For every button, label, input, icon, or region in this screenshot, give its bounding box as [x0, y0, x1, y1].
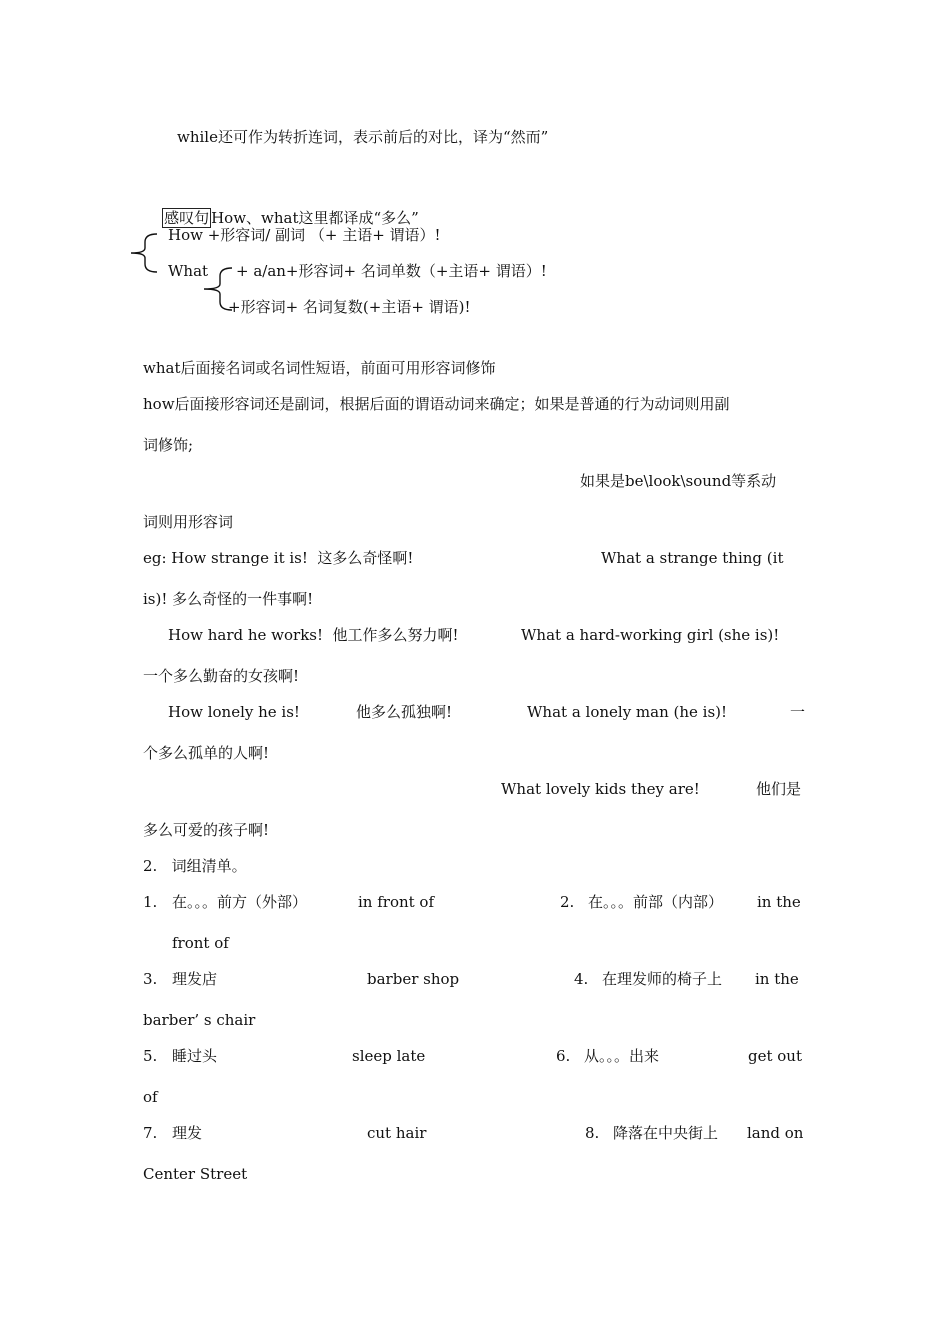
phrase-4-en-line1: in the — [755, 970, 799, 988]
example-3-cont: 个多么孤单的人啊! — [143, 744, 270, 762]
phrase-5-num: 5. — [143, 1047, 158, 1065]
what-label: What — [168, 262, 209, 280]
example-4-what: What lovely kids they are! — [501, 780, 700, 798]
example-2-how: How hard he works! 他工作多么努力啊! — [168, 626, 459, 644]
phrase-3-cn: 理发店 — [172, 970, 218, 988]
example-3-how: How lonely he is! — [168, 703, 300, 721]
what-pattern-1: + a/an+形容词+ 名词单数（+主语+ 谓语）! — [236, 262, 547, 280]
phrase-3-num: 3. — [143, 970, 158, 988]
phrase-8-en-line1: land on — [747, 1124, 804, 1142]
how-followed-4: 词则用形容词 — [143, 513, 234, 531]
phrase-8-en-line2: Center Street — [143, 1165, 248, 1183]
phrase-1-cn: 在。。。前方（外部） — [172, 893, 308, 911]
phrase-2-en-line2: front of — [172, 934, 229, 952]
how-followed-1: how后面接形容词还是副词，根据后面的谓语动词来确定；如果是普通的行为动词则用副 — [143, 395, 730, 413]
example-2-cont: 一个多么勤奋的女孩啊! — [143, 667, 300, 685]
outer-brace-icon — [127, 230, 163, 276]
phrase-6-cn: 从。。。出来 — [584, 1047, 660, 1065]
how-pattern: How +形容词/ 副词 （+ 主语+ 谓语）! — [168, 226, 441, 244]
phrase-1-en: in front of — [358, 893, 435, 911]
phrase-2-cn: 在。。。前部（内部） — [588, 893, 724, 911]
while-note: while还可作为转折连词，表示前后的对比，译为“然而” — [177, 128, 549, 146]
phrase-7-num: 7. — [143, 1124, 158, 1142]
example-3-how-cn: 他多么孤独啊! — [356, 703, 453, 721]
how-followed-3: 如果是be\look\sound等系动 — [580, 472, 777, 490]
phrase-7-en: cut hair — [367, 1124, 427, 1142]
example-2-what: What a hard-working girl (she is)! — [521, 626, 780, 644]
phrase-2-en-line1: in the — [757, 893, 801, 911]
phrase-6-num: 6. — [556, 1047, 571, 1065]
example-4-cont: 多么可爱的孩子啊! — [143, 821, 270, 839]
phrase-6-en-line2: of — [143, 1088, 158, 1106]
example-1-cont: is)! 多么奇怪的一件事啊! — [143, 590, 314, 608]
phrase-8-num: 8. — [585, 1124, 600, 1142]
phrase-4-num: 4. — [574, 970, 589, 988]
section-2-heading: 2. 词组清单。 — [143, 857, 247, 875]
example-3-what: What a lonely man (he is)! — [527, 703, 728, 721]
phrase-4-cn: 在理发师的椅子上 — [602, 970, 723, 988]
example-1-how: eg: How strange it is! 这多么奇怪啊! — [143, 549, 414, 567]
example-1-what: What a strange thing (it — [601, 549, 784, 567]
phrase-5-cn: 睡过头 — [172, 1047, 218, 1065]
example-3-what-cn-start: 一 — [790, 703, 806, 721]
exclamation-label: 感叹句 — [164, 209, 210, 227]
phrase-4-en-line2: barber’ s chair — [143, 1011, 256, 1029]
phrase-6-en-line1: get out — [748, 1047, 802, 1065]
phrase-2-num: 2. — [560, 893, 575, 911]
exclamation-intro: How、what这里都译成“多么” — [211, 209, 419, 227]
phrase-7-cn: 理发 — [172, 1124, 203, 1142]
how-followed-2: 词修饰; — [143, 436, 194, 454]
phrase-3-en: barber shop — [367, 970, 460, 988]
example-4-what-cn-start: 他们是 — [756, 780, 802, 798]
phrase-8-cn: 降落在中央街上 — [613, 1124, 719, 1142]
what-followed: what后面接名词或名词性短语，前面可用形容词修饰 — [143, 359, 496, 377]
phrase-5-en: sleep late — [352, 1047, 426, 1065]
phrase-1-num: 1. — [143, 893, 158, 911]
what-pattern-2: +形容词+ 名词复数(+主语+ 谓语)! — [228, 298, 471, 316]
